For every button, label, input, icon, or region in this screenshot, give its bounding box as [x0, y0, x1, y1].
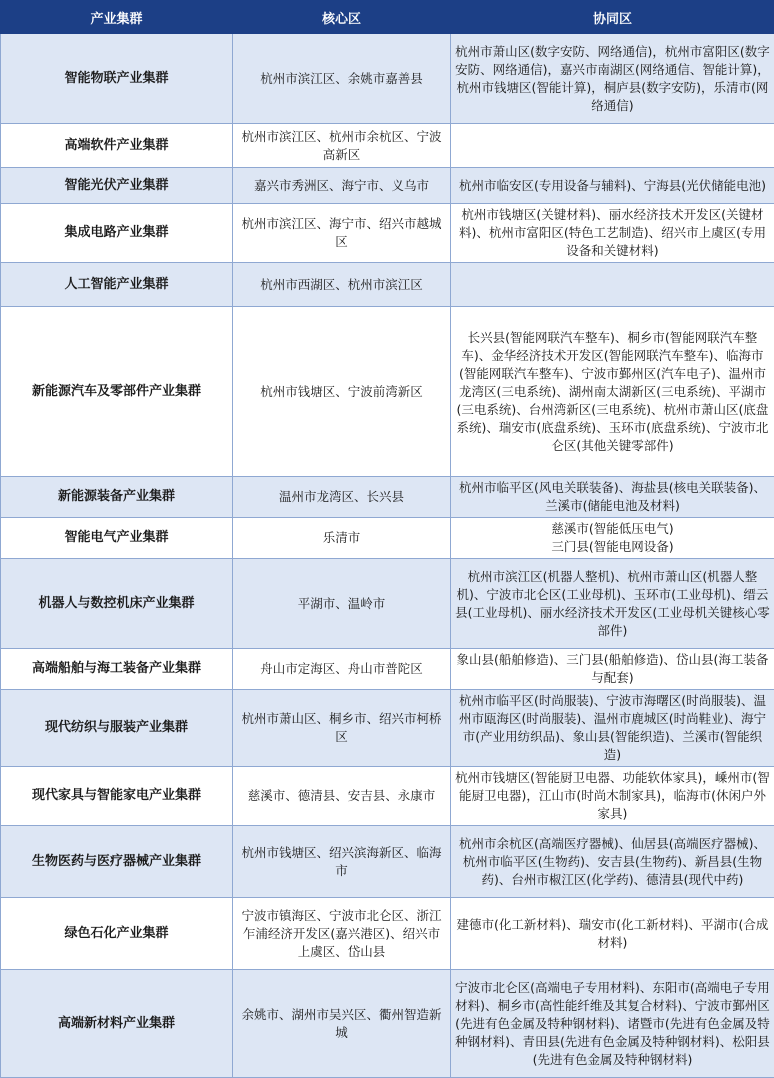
cluster-name: 高端软件产业集群	[1, 124, 233, 168]
table-row	[1, 168, 774, 204]
core-zone: 杭州市萧山区、桐乡市、绍兴市柯桥区	[233, 690, 451, 767]
sync-zone: 杭州市临平区(风电关联装备)、海盐县(核电关联装备)、兰溪市(储能电池及材料)	[451, 477, 774, 518]
core-zone: 平湖市、温岭市	[233, 559, 451, 649]
cluster-name: 智能物联产业集群	[1, 34, 233, 124]
table-row	[1, 970, 774, 1078]
cluster-name: 机器人与数控机床产业集群	[1, 559, 233, 649]
table-row	[1, 518, 774, 559]
cluster-name: 绿色石化产业集群	[1, 898, 233, 970]
sync-zone: 慈溪市(智能低压电气) 三门县(智能电网设备)	[451, 518, 774, 559]
table-row	[1, 307, 774, 477]
cluster-name: 高端新材料产业集群	[1, 970, 233, 1078]
core-zone: 杭州市西湖区、杭州市滨江区	[233, 263, 451, 307]
sync-zone: 杭州市余杭区(高端医疗器械)、仙居县(高端医疗器械)、杭州市临平区(生物药)、安吉县(生物药)、新昌县(生物药)、台州市椒江区(化学药)、德清县(现代中药)	[451, 826, 774, 898]
sync-zone: 杭州市滨江区(机器人整机)、杭州市萧山区(机器人整机)、宁波市北仑区(工业母机)、玉环市(工业母机)、缙云县(工业母机)、丽水经济技术开发区(工业母机关键核心零部件)	[451, 559, 774, 649]
cluster-name: 高端船舶与海工装备产业集群	[1, 649, 233, 690]
core-zone: 余姚市、湖州市吴兴区、衢州智造新城	[233, 970, 451, 1078]
core-zone: 杭州市滨江区、杭州市余杭区、宁波高新区	[233, 124, 451, 168]
core-zone: 舟山市定海区、舟山市普陀区	[233, 649, 451, 690]
sync-zone: 杭州市钱塘区(智能厨卫电器、功能软体家具)，嵊州市(智能厨卫电器)，江山市(时尚木制家具)，临海市(休闲户外家具)	[451, 767, 774, 826]
sync-zone	[451, 263, 774, 307]
cluster-name: 新能源装备产业集群	[1, 477, 233, 518]
cluster-name: 智能电气产业集群	[1, 518, 233, 559]
sync-zone: 象山县(船舶修造)、三门县(船舶修造)、岱山县(海工装备与配套)	[451, 649, 774, 690]
table-row	[1, 690, 774, 767]
table-row	[1, 826, 774, 898]
table-row	[1, 204, 774, 263]
cluster-name: 生物医药与医疗器械产业集群	[1, 826, 233, 898]
header-cluster: 产业集群	[1, 1, 233, 34]
core-zone: 杭州市钱塘区、绍兴滨海新区、临海市	[233, 826, 451, 898]
core-zone: 嘉兴市秀洲区、海宁市、义乌市	[233, 168, 451, 204]
core-zone: 杭州市滨江区、海宁市、绍兴市越城区	[233, 204, 451, 263]
sync-zone: 杭州市钱塘区(关键材料)、丽水经济技术开发区(关键材料)、杭州市富阳区(特色工艺制造)、绍兴市上虞区(专用设备和关键材料)	[451, 204, 774, 263]
core-zone: 杭州市钱塘区、宁波前湾新区	[233, 307, 451, 477]
cluster-name: 现代家具与智能家电产业集群	[1, 767, 233, 826]
core-zone: 乐清市	[233, 518, 451, 559]
header-row	[1, 1, 774, 34]
table-row	[1, 34, 774, 124]
core-zone: 宁波市镇海区、宁波市北仑区、浙江乍浦经济开发区(嘉兴港区)、绍兴市上虞区、岱山县	[233, 898, 451, 970]
table-row	[1, 898, 774, 970]
cluster-name: 现代纺织与服装产业集群	[1, 690, 233, 767]
sync-zone: 宁波市北仑区(高端电子专用材料)、东阳市(高端电子专用材料)、桐乡市(高性能纤维及其复合材料)、宁波市鄞州区(先进有色金属及特种钢材料)、诸暨市(先进有色金属及特种钢材料)、青田县(先进有色金属及特种钢材料)、松阳县(先进有色金属及特种钢材料)	[451, 970, 774, 1078]
sync-zone: 建德市(化工新材料)、瑞安市(化工新材料)、平湖市(合成材料)	[451, 898, 774, 970]
header-core-zone: 核心区	[233, 1, 451, 34]
table-row	[1, 649, 774, 690]
core-zone: 杭州市滨江区、余姚市嘉善县	[233, 34, 451, 124]
sync-zone: 杭州市临平区(时尚服装)、宁波市海曙区(时尚服装)、温州市瓯海区(时尚服装)、温州市鹿城区(时尚鞋业)、海宁市(产业用纺织品)、象山县(智能织造)、兰溪市(智能织造)	[451, 690, 774, 767]
sync-zone	[451, 124, 774, 168]
table-row	[1, 767, 774, 826]
core-zone: 温州市龙湾区、长兴县	[233, 477, 451, 518]
sync-zone: 杭州市临安区(专用设备与辅料)、宁海县(光伏储能电池)	[451, 168, 774, 204]
cluster-name: 人工智能产业集群	[1, 263, 233, 307]
cluster-name: 集成电路产业集群	[1, 204, 233, 263]
table-row	[1, 263, 774, 307]
core-zone: 慈溪市、德清县、安吉县、永康市	[233, 767, 451, 826]
table-row	[1, 477, 774, 518]
table-body	[1, 34, 774, 1078]
table-row	[1, 559, 774, 649]
cluster-name: 新能源汽车及零部件产业集群	[1, 307, 233, 477]
cluster-name: 智能光伏产业集群	[1, 168, 233, 204]
table-row	[1, 124, 774, 168]
sync-zone: 杭州市萧山区(数字安防、网络通信)，杭州市富阳区(数字安防、网络通信)，嘉兴市南湖区(网络通信、智能计算)，杭州市钱塘区(智能计算)，桐庐县(数字安防)，乐清市(网络通信)	[451, 34, 774, 124]
sync-zone: 长兴县(智能网联汽车整车)、桐乡市(智能网联汽车整车)、金华经济技术开发区(智能网联汽车整车)、临海市(智能网联汽车整车)、宁波市鄞州区(汽车电子)、温州市龙湾区(三电系统)、湖州南太湖新区(三电系统)、平湖市(三电系统)、台州湾新区(三电系统)、杭州市萧山区(底盘系统)、瑞安市(底盘系统)、玉环市(底盘系统)、宁波市北仑区(其他关键零部件)	[451, 307, 774, 477]
header-sync-zone: 协同区	[451, 1, 774, 34]
